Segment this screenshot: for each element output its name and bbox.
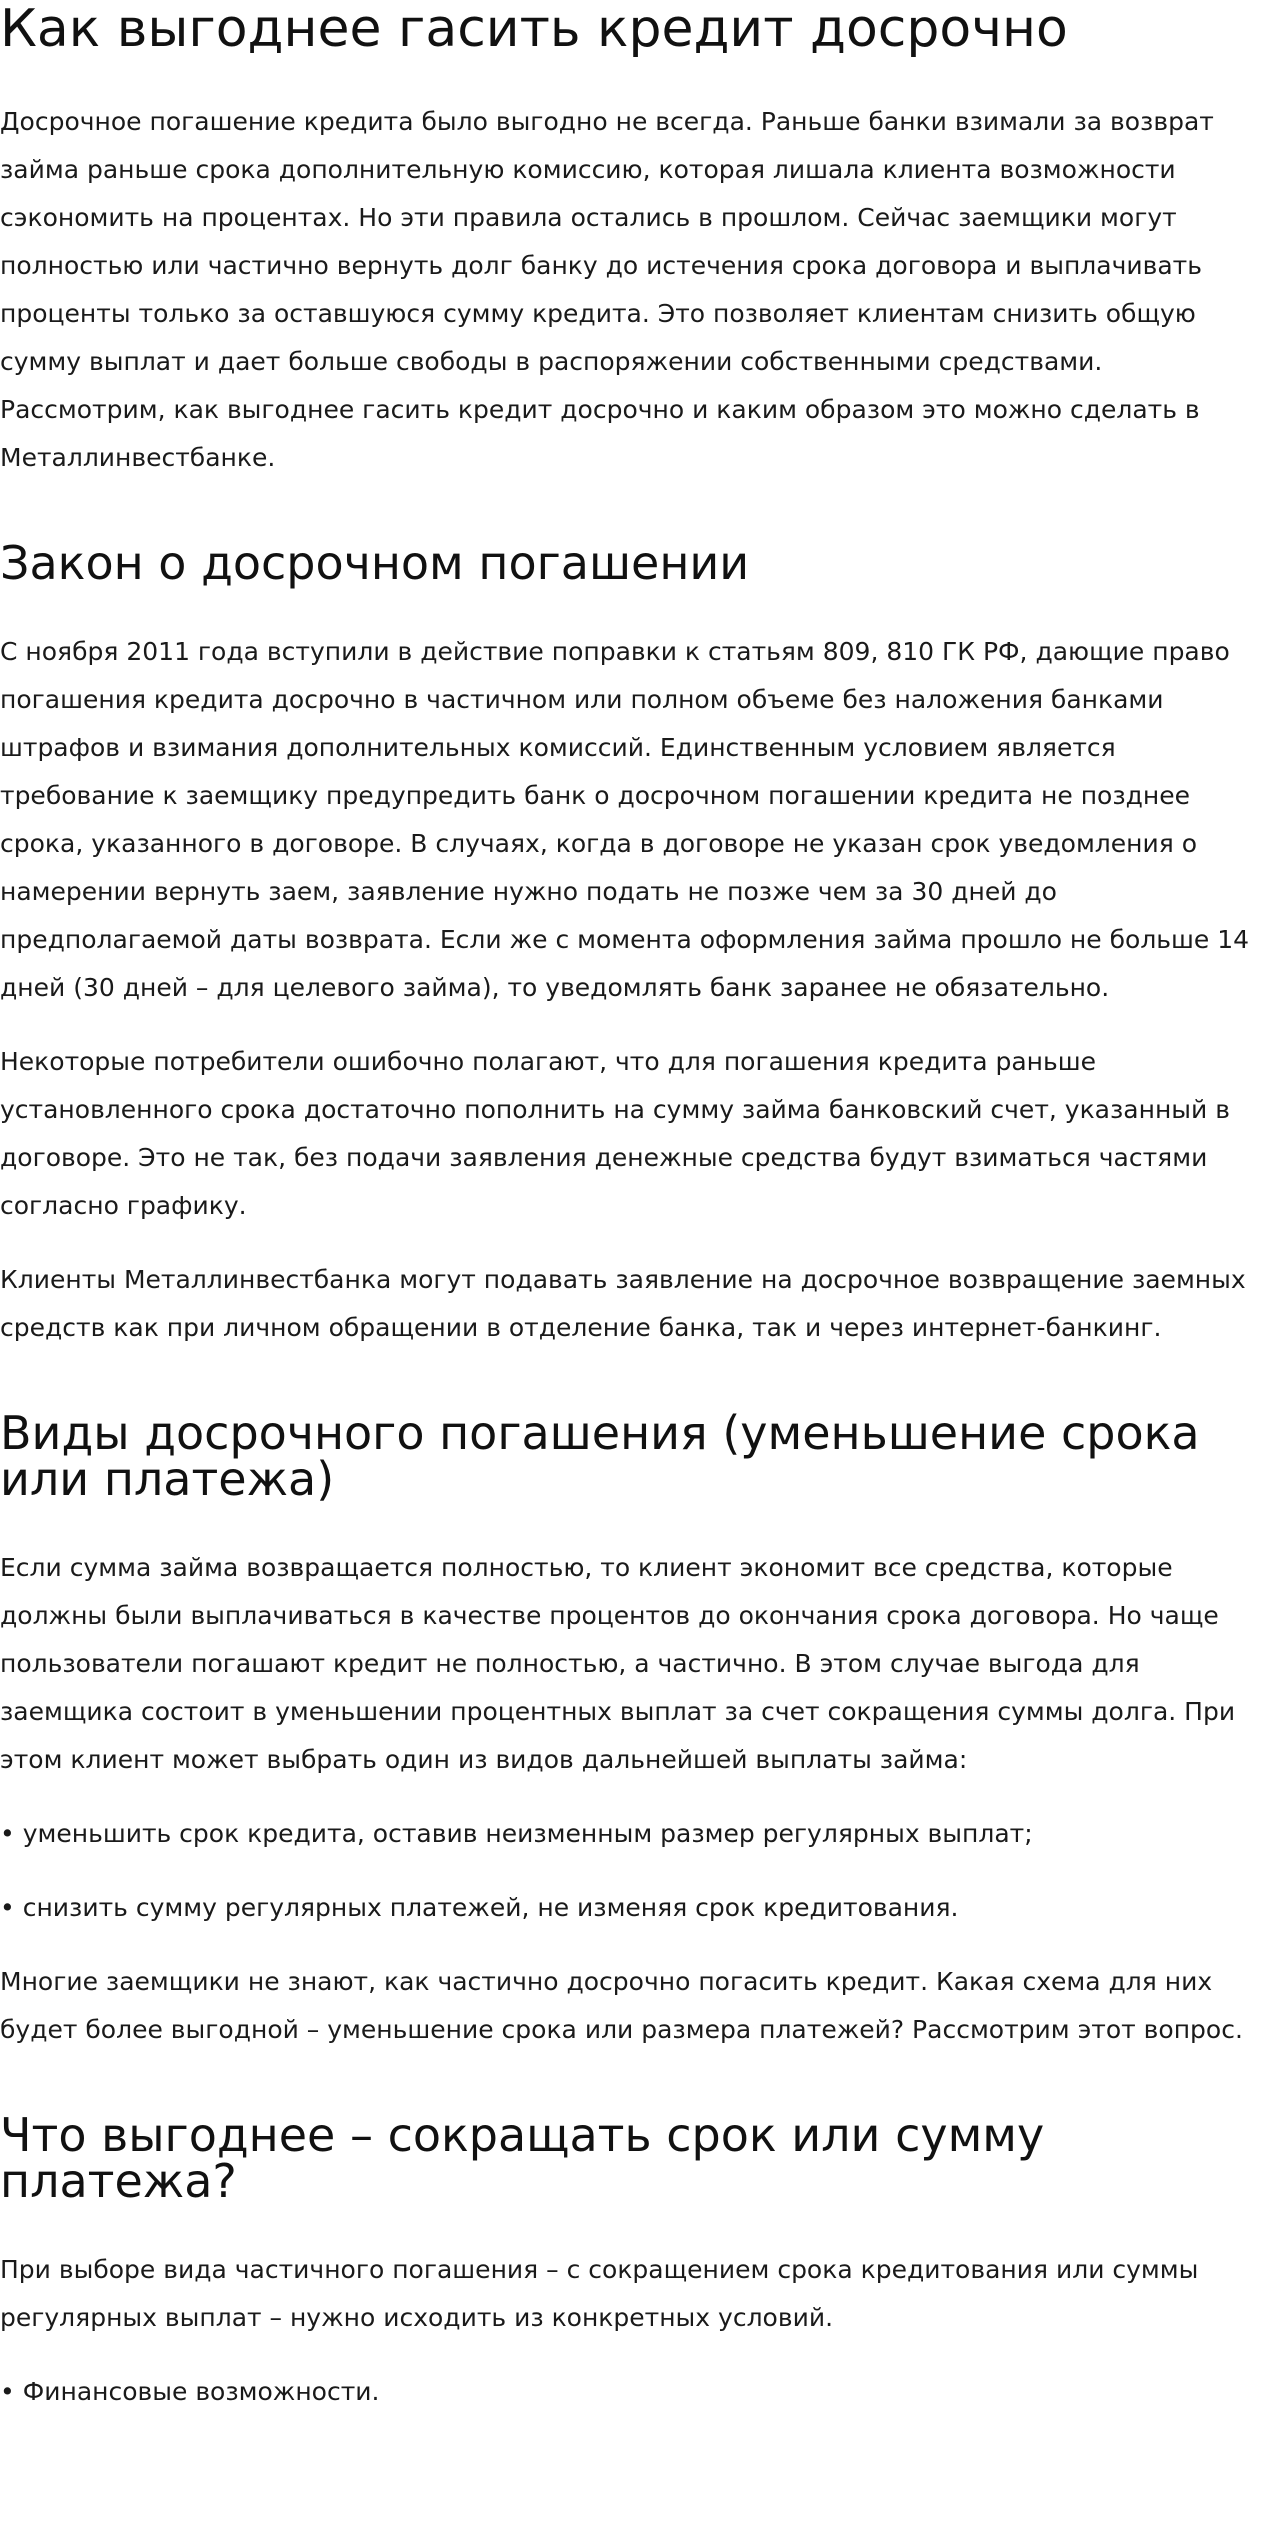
section-heading-comparison: Что выгоднее – сокращать срок или сумму платежа? (0, 2108, 1045, 2208)
page-title: Как выгоднее гасить кредит досрочно (0, 0, 1068, 59)
paragraph: При выборе вида частичного погашения – с сокращением срока кредитования или суммы регулярных выплат – нужно исходить из конкретных условий. (0, 2255, 1199, 2332)
paragraph: Некоторые потребители ошибочно полагают, что для погашения кредита раньше установленного срока достаточно пополнить на сумму займа банковский счет, указанный в договоре. Это не так, без подачи заявления денежные средства будут взиматься частями согласно графику. (0, 1047, 1230, 1220)
paragraph: Если сумма займа возвращается полностью, то клиент экономит все средства, которые должны были выплачиваться в качестве процентов до окончания срока договора. Но чаще пользователи погашают кредит не полностью, а частично. В этом случае выгода для заемщика состоит в уменьшении процентных выплат за счет сокращения суммы долга. При этом клиент может выбрать один из видов дальнейшей выплаты займа: (0, 1553, 1236, 1774)
list-item-text: Финансовые возможности. (22, 2377, 380, 2406)
paragraph: С ноября 2011 года вступили в действие поправки к статьям 809, 810 ГК РФ, дающие право погашения кредита досрочно в частичном или полном объеме без наложения банками штрафов и взимания дополнительных комиссий. Единственным условием является требование к заемщику предупредить банк о досрочном погашении кредита не позднее срока, указанного в договоре. В случаях, когда в договоре не указан срок уведомления о намерении вернуть заем, заявление нужно подать не позже чем за 30 дней до предполагаемой даты возврата. Если же с момента оформления займа прошло не больше 14 дней (30 дней – для целевого займа), то уведомлять банк заранее не обязательно. (0, 637, 1250, 1002)
list-item (0, 1810, 1262, 1858)
list-item-text: снизить сумму регулярных платежей, не изменяя срок кредитования. (22, 1893, 959, 1922)
paragraph: Многие заемщики не знают, как частично досрочно погасить кредит. Какая схема для них будет более выгодной – уменьшение срока или размера платежей? Рассмотрим этот вопрос. (0, 1967, 1243, 2044)
intro-paragraph: Досрочное погашение кредита было выгодно не всегда. Раньше банки взимали за возврат займа раньше срока дополнительную комиссию, которая лишала клиента возможности сэкономить на процентах. Но эти правила остались в прошлом. Сейчас заемщики могут полностью или частично вернуть долг банку до истечения срока договора и выплачивать проценты только за оставшуюся сумму кредита. Это позволяет клиентам снизить общую сумму выплат и дает больше свободы в распоряжении собственными средствами. Рассмотрим, как выгоднее гасить кредит досрочно и каким образом это можно сделать в Металлинвестбанке. (0, 107, 1214, 472)
list-item (0, 2368, 1262, 2416)
list-item (0, 1884, 1262, 1932)
section-heading-law: Закон о досрочном погашении (0, 536, 750, 590)
section-heading-types: Виды досрочного погашения (уменьшение срока или платежа) (0, 1406, 1200, 1506)
list-item-text: уменьшить срок кредита, оставив неизменным размер регулярных выплат; (22, 1819, 1033, 1848)
paragraph: Клиенты Металлинвестбанка могут подавать заявление на досрочное возвращение заемных средств как при личном обращении в отделение банка, так и через интернет-банкинг. (0, 1265, 1246, 1342)
